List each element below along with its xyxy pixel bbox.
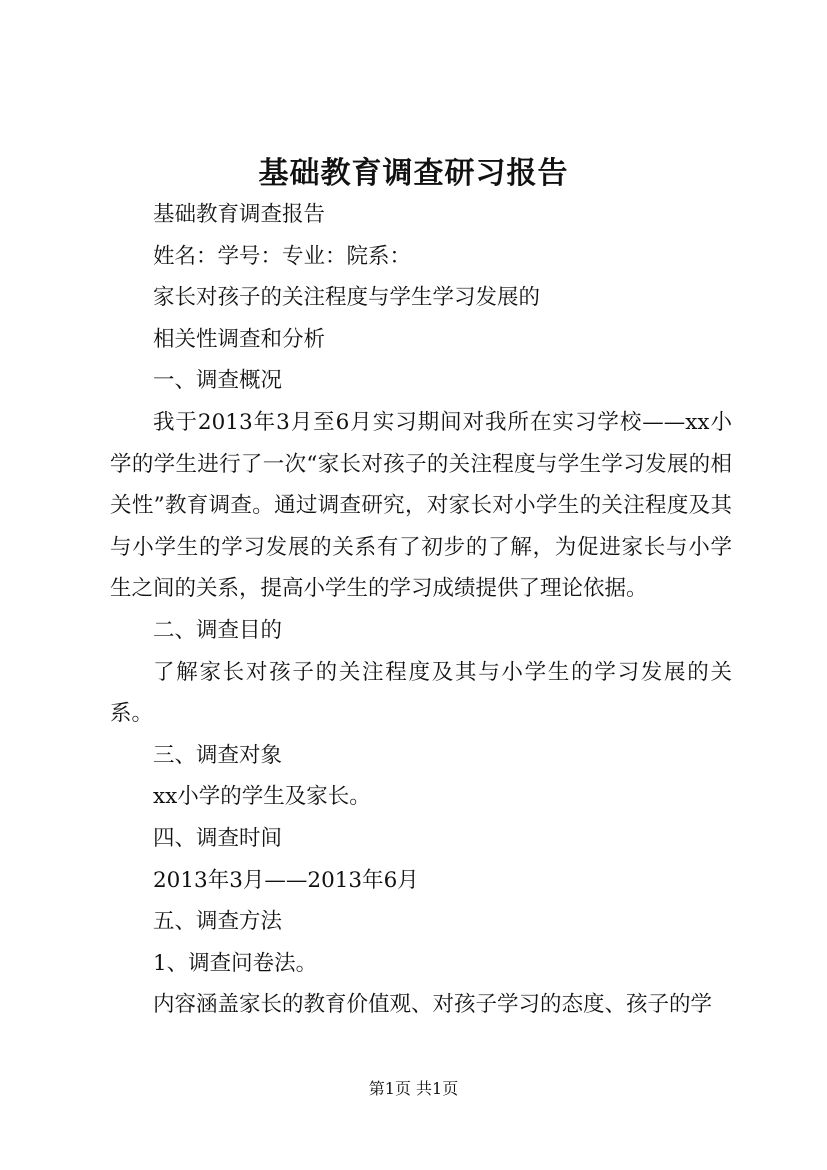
section-heading-time: 四、调查时间 (153, 825, 283, 851)
section-heading-methods: 五、调查方法 (153, 909, 283, 935)
page-footer: 第1页 共1页 (368, 1079, 459, 1098)
paragraph-overview: 我于2013年3月至6月实习期间对我所在实习学校——xx小学的学生进行了一次“家长对孩子的关注程度与学生学习发展的相关性”教育调查。通过调查研究，对家长对小学生的关注程度及其与小学生的学习发展的关系有了初步的了解，为促进家长与小学生之间的关系，提高小学生的学习成绩提供了理论依据。 (110, 409, 732, 602)
paragraph-questionnaire-content: 内容涵盖家长的教育价值观、对孩子学习的态度、孩子的学 (153, 992, 713, 1018)
paragraph-topic-line-1: 家长对孩子的关注程度与学生学习发展的 (153, 285, 541, 311)
section-heading-purpose: 二、调查目的 (153, 617, 283, 643)
paragraph-subtitle: 基础教育调查报告 (153, 202, 326, 227)
section-heading-overview: 一、调查概况 (153, 368, 283, 394)
paragraph-subjects: xx小学的学生及家长。 (153, 784, 371, 810)
document-title: 基础教育调查研习报告 (258, 156, 569, 191)
paragraph-student-info: 姓名：学号：专业：院系： (153, 243, 412, 269)
paragraph-purpose: 了解家长对孩子的关注程度及其与小学生的学习发展的关系。 (110, 659, 732, 727)
paragraph-time: 2013年3月——2013年6月 (153, 867, 419, 893)
paragraph-topic-line-2: 相关性调查和分析 (153, 326, 326, 352)
document-body (110, 194, 732, 1026)
section-heading-subjects: 三、调查对象 (153, 742, 283, 768)
paragraph-method-questionnaire: 1、调查问卷法。 (153, 950, 318, 976)
